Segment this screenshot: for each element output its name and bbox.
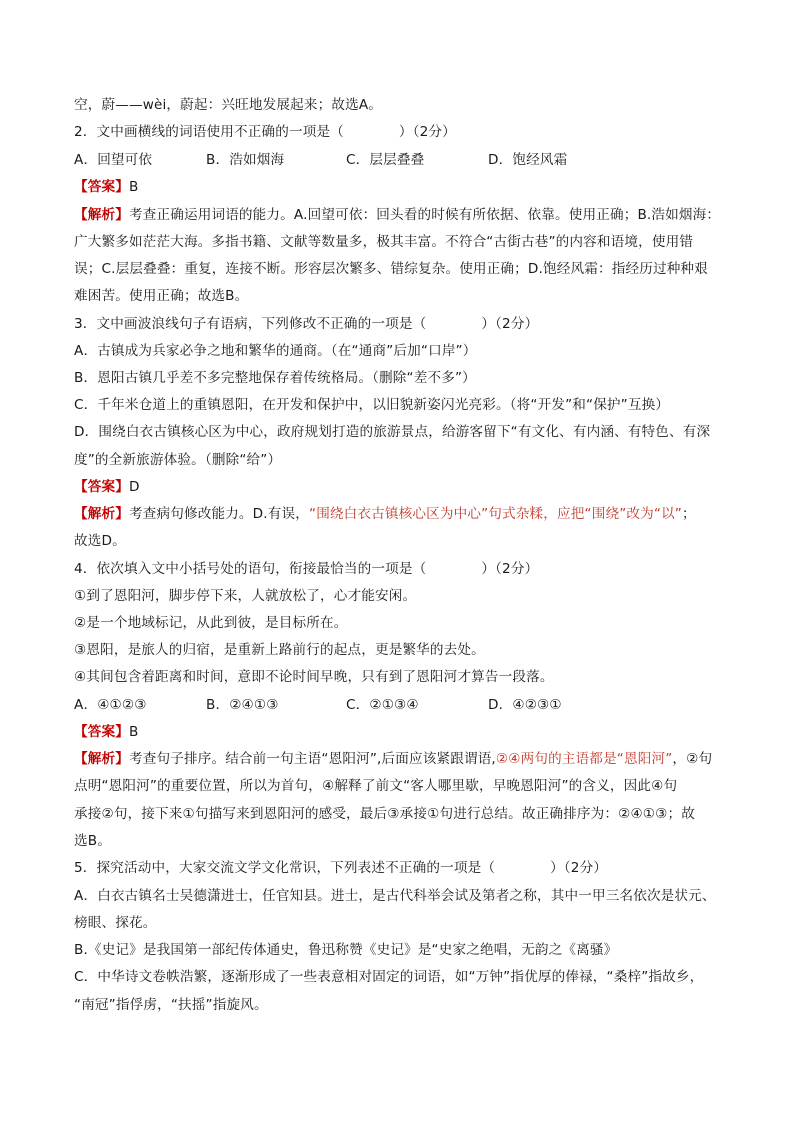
q2-analysis-line-4: 难困苦。使用正确；故选B。 — [74, 288, 249, 304]
q2-answer-value: B — [128, 179, 139, 195]
q4-analysis-text: 考查句子排序。结合前一句主语“恩阳河”,后面应该紧跟谓语, — [128, 751, 496, 767]
q4-analysis-text-2: ，②句 — [672, 751, 713, 767]
q3-analysis-text: 考查病句修改能力。D.有误， — [128, 506, 309, 522]
q4-analysis-line-1 — [74, 749, 734, 769]
analysis-tag: 【解析】 — [74, 207, 129, 223]
q4-item-1: ①到了恩阳河，脚步停下来，人就放松了，心才能安闲。 — [74, 588, 417, 604]
q3-analysis-highlight: “围绕白衣古镇核心区为中心”句式杂糅，应把“围绕”改为“以” — [309, 506, 683, 522]
q3-analysis-line-1 — [74, 504, 734, 524]
q2-option-d: D．饱经风霜 — [488, 152, 568, 168]
q5-option-b: B.《史记》是我国第一部纪传体通史，鲁迅称赞《史记》是“史家之绝唱，无韵之《离骚》 — [74, 942, 618, 958]
q3-option-d: D．围绕白衣古镇核心区为中心，政府规划打造的旅游景点，给游客留下“有文化、有内涵、有特色、有深 — [74, 424, 711, 440]
answer-tag: 【答案】 — [74, 179, 129, 195]
q2-analysis-text: 考查正确运用词语的能力。A.回望可依：回头看的时候有所依据、依靠。使用正确；B.浩如烟海： — [128, 207, 721, 223]
q4-option-a: A．④①②③ — [74, 697, 147, 713]
q3-option-a: A．古镇成为兵家必争之地和繁华的通商。（在“通商”后加“口岸”） — [74, 343, 477, 359]
q4-option-b: B．②④①③ — [206, 697, 279, 713]
q3-option-c: C．千年米仓道上的重镇恩阳，在开发和保护中，以旧貌新姿闪光亮彩。（将“开发”和“保护”互换） — [74, 397, 670, 413]
q2-option-c: C．层层叠叠 — [346, 152, 425, 168]
q2-analysis-line-1 — [74, 205, 734, 225]
q4-answer-value: B — [128, 724, 139, 740]
analysis-tag: 【解析】 — [74, 506, 129, 522]
answer-tag: 【答案】 — [74, 479, 129, 495]
q5-option-c: C．中华诗文卷帙浩繁，逐渐形成了一些表意相对固定的词语，如“万钟”指优厚的俸禄，“桑梓”指故乡， — [74, 969, 704, 985]
q4-item-4: ④其间包含着距离和时间，意即不论时间早晚，只有到了恩阳河才算告一段落。 — [74, 669, 554, 685]
q4-option-d: D．④②③① — [488, 697, 562, 713]
q3-option-b: B．恩阳古镇几乎差不多完整地保存着传统格局。（删除“差不多”） — [74, 370, 476, 386]
q2-options — [74, 150, 734, 170]
q3-answer-value: D — [128, 479, 140, 495]
q2-answer — [74, 177, 734, 197]
q4-item-2: ②是一个地域标记，从此到彼，是目标所在。 — [74, 615, 348, 631]
answer-tag: 【答案】 — [74, 724, 129, 740]
q3-analysis-line-2: 故选D。 — [74, 533, 126, 549]
q3-option-d-cont: 度”的全新旅游体验。（删除“给”） — [74, 452, 282, 468]
q3-analysis-punct: ； — [682, 506, 696, 522]
q3-stem: 3．文中画波浪线句子有语病，下列修改不正确的一项是（ ）（2分） — [74, 316, 539, 332]
q4-options — [74, 695, 734, 715]
q1-analysis-tail: 空，蔚——wèi，蔚起：兴旺地发展起来；故选A。 — [74, 97, 383, 113]
q4-option-c: C．②①③④ — [346, 697, 419, 713]
q2-analysis-line-2: 广大繁多如茫茫大海。多指书籍、文献等数量多，极其丰富。不符合“古街古巷”的内容和语境，使用错 — [74, 234, 694, 250]
q2-stem: 2．文中画横线的词语使用不正确的一项是（ ）（2分） — [74, 124, 456, 140]
q5-option-a: A．白衣古镇名士吴德潇进士，任官知县。进士，是古代科举会试及第者之称，其中一甲三名依次是状元、 — [74, 888, 716, 904]
q2-analysis-line-3: 误；C.层层叠叠：重复，连接不断。形容层次繁多、错综复杂。使用正确；D.饱经风霜：指经历过种种艰 — [74, 261, 708, 277]
q5-option-a-cont: 榜眼、探花。 — [74, 915, 157, 931]
q2-option-b: B．浩如烟海 — [206, 152, 285, 168]
q4-analysis-line-2: 点明“恩阳河”的重要位置，所以为首句，④解释了前文“客人哪里歇，早晚恩阳河”的含义，因此④句 — [74, 778, 678, 794]
q4-stem: 4．依次填入文中小括号处的语句，衔接最恰当的一项是（ ）（2分） — [74, 561, 539, 577]
q5-option-c-cont: “南冠”指俘虏，“扶摇”指旋风。 — [74, 997, 268, 1013]
analysis-tag: 【解析】 — [74, 751, 129, 767]
q4-analysis-highlight: ②④两句的主语都是“恩阳河” — [495, 751, 673, 767]
q4-analysis-line-3: 承接②句，接下来①句描写来到恩阳河的感受，最后③承接①句进行总结。故正确排序为：②④①③；故 — [74, 806, 695, 822]
q4-item-3: ③恩阳，是旅人的归宿，是重新上路前行的起点，更是繁华的去处。 — [74, 642, 485, 658]
q5-stem: 5．探究活动中，大家交流文学文化常识，下列表述不正确的一项是（ ）（2分） — [74, 860, 608, 876]
q2-option-a: A．回望可依 — [74, 152, 153, 168]
q3-answer — [74, 477, 734, 497]
q4-answer — [74, 722, 734, 742]
q4-analysis-line-4: 选B。 — [74, 833, 111, 849]
